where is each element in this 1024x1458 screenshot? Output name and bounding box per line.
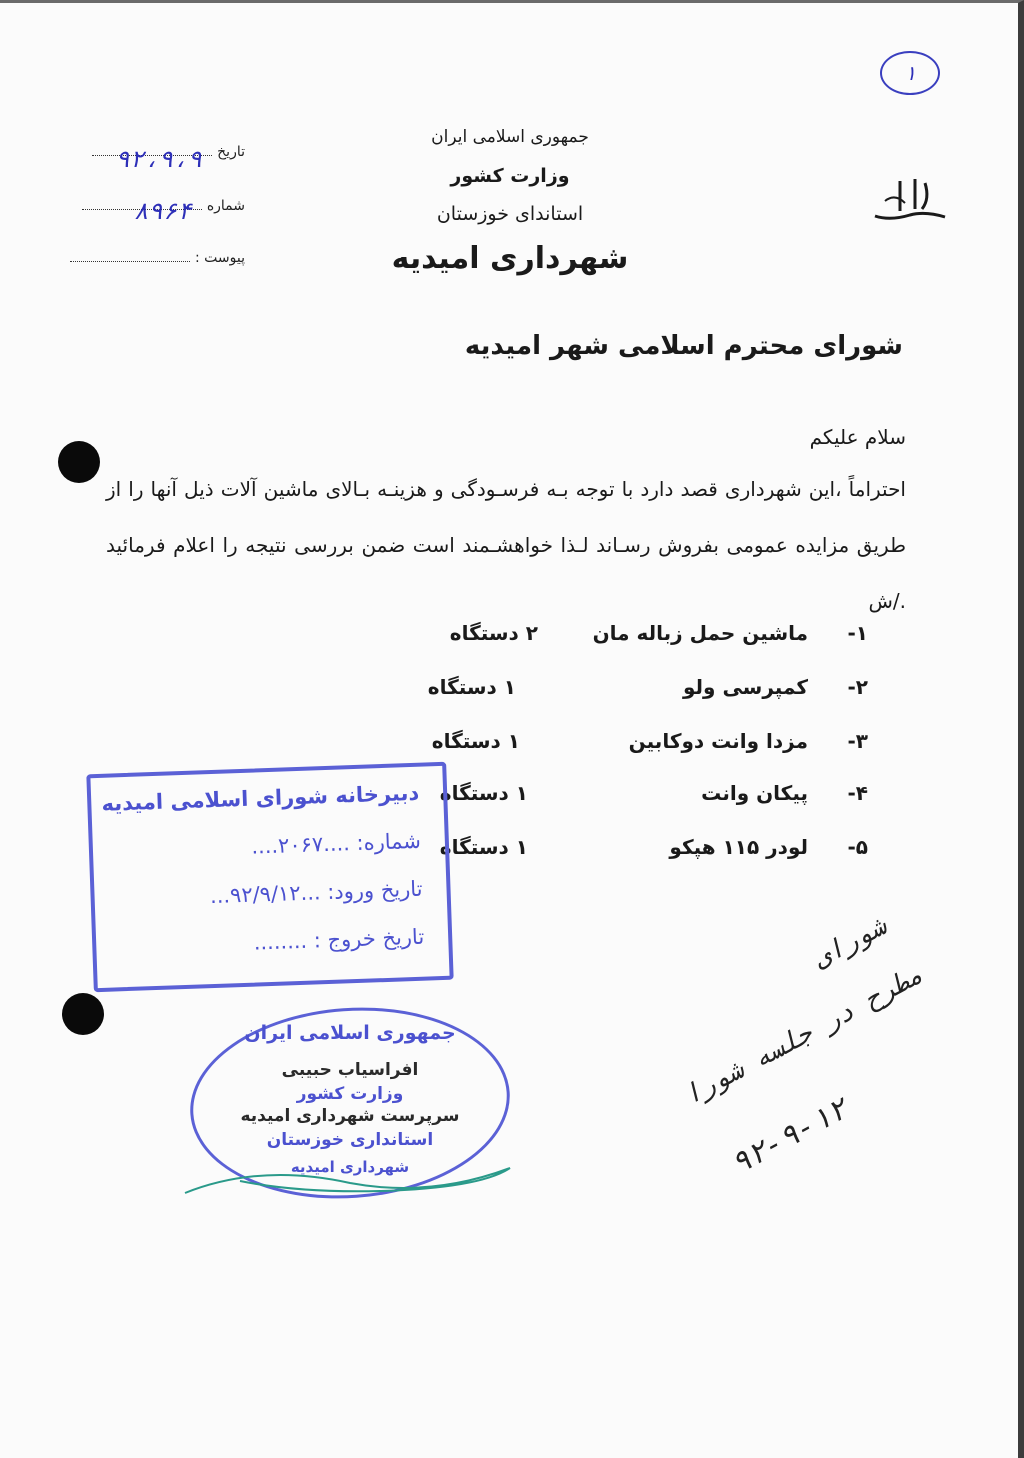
bismillah-logo — [870, 171, 950, 231]
attachment-label: پیوست : — [195, 250, 245, 266]
punch-hole-bottom — [62, 993, 104, 1035]
note-line1: شورای — [808, 911, 892, 975]
signatory-name: افراسیاب حبیبی — [281, 1060, 419, 1080]
body-paragraph: احتراماً ،این شهرداری قصد دارد با توجه بـه فرسـودگی و هزینـه بـالای ماشین آلات ذیل آنها را از طریق مزایده عمومی بفروش رسـاند لـذا خواهشـمند است ضمن بررسی نتیجه را اعلام فرمائید ./ش — [106, 477, 906, 613]
note-date: ۹۲-۹-۱۲ — [725, 1091, 854, 1182]
handwritten-note — [617, 898, 1004, 1268]
date-field — [45, 141, 245, 171]
number-field — [45, 195, 245, 225]
letterhead-line2: وزارت کشور — [450, 165, 570, 187]
letterhead-line3: استاندای خوزستان — [436, 203, 584, 225]
letterhead-line1: جمهوری اسلامی ایران — [431, 127, 589, 147]
seal-province: استانداری خوزستان — [266, 1130, 434, 1150]
signatory-title: سرپرست شهرداری امیدیه — [240, 1106, 460, 1126]
list-item: ۵- لودر ۱۱۵ هپکو ۱ دستگاه — [439, 835, 868, 859]
letterhead-line4: شهرداری امیدیه — [391, 241, 629, 276]
date-value: ۹۲،۹،۹ — [115, 145, 203, 173]
date-label: تاریخ — [217, 144, 245, 160]
seal-top-text: جمهوری اسلامی ایران — [244, 1022, 456, 1044]
number-value: ۸۹۶۴ — [133, 197, 192, 225]
page-number: ١ — [903, 61, 917, 85]
seal-bottom: شهرداری امیدیه — [290, 1158, 410, 1176]
signature-scribble-icon — [180, 1143, 520, 1203]
list-item: ۴- پیکان وانت ۱ دستگاه — [439, 781, 868, 805]
council-stamp-line4: تاریخ خروج : ........ — [253, 924, 425, 955]
recipient-title: شورای محترم اسلامی شهر امیدیه — [464, 331, 903, 361]
list-item: ۳- مزدا وانت دوکابین ۱ دستگاه — [431, 729, 868, 753]
seal-ministry: وزارت کشور — [296, 1084, 404, 1104]
note-line2: مطرح در جلسه شورا — [679, 959, 929, 1112]
number-label: شماره — [206, 198, 245, 214]
council-stamp-line1: دبیرخانه شورای اسلامی امیدیه — [101, 780, 420, 816]
council-stamp-line3: تاریخ ورود: ...۹۲/۹/۱۲... — [209, 876, 423, 909]
council-stamp — [86, 762, 453, 992]
salutation: سلام علیکم — [809, 425, 906, 449]
list-item: ۱- ماشین حمل زباله مان ۲ دستگاه — [449, 621, 868, 645]
list-item: ۲- کمپرسی ولو ۱ دستگاه — [427, 675, 868, 699]
attachment-field — [45, 247, 245, 271]
calligraphy-icon — [870, 171, 950, 231]
signature-block — [190, 1008, 510, 1198]
council-stamp-line2: شماره: ....۲۰۶۷.... — [250, 828, 422, 859]
punch-hole-top — [58, 441, 100, 483]
page-number-circle — [880, 51, 940, 95]
